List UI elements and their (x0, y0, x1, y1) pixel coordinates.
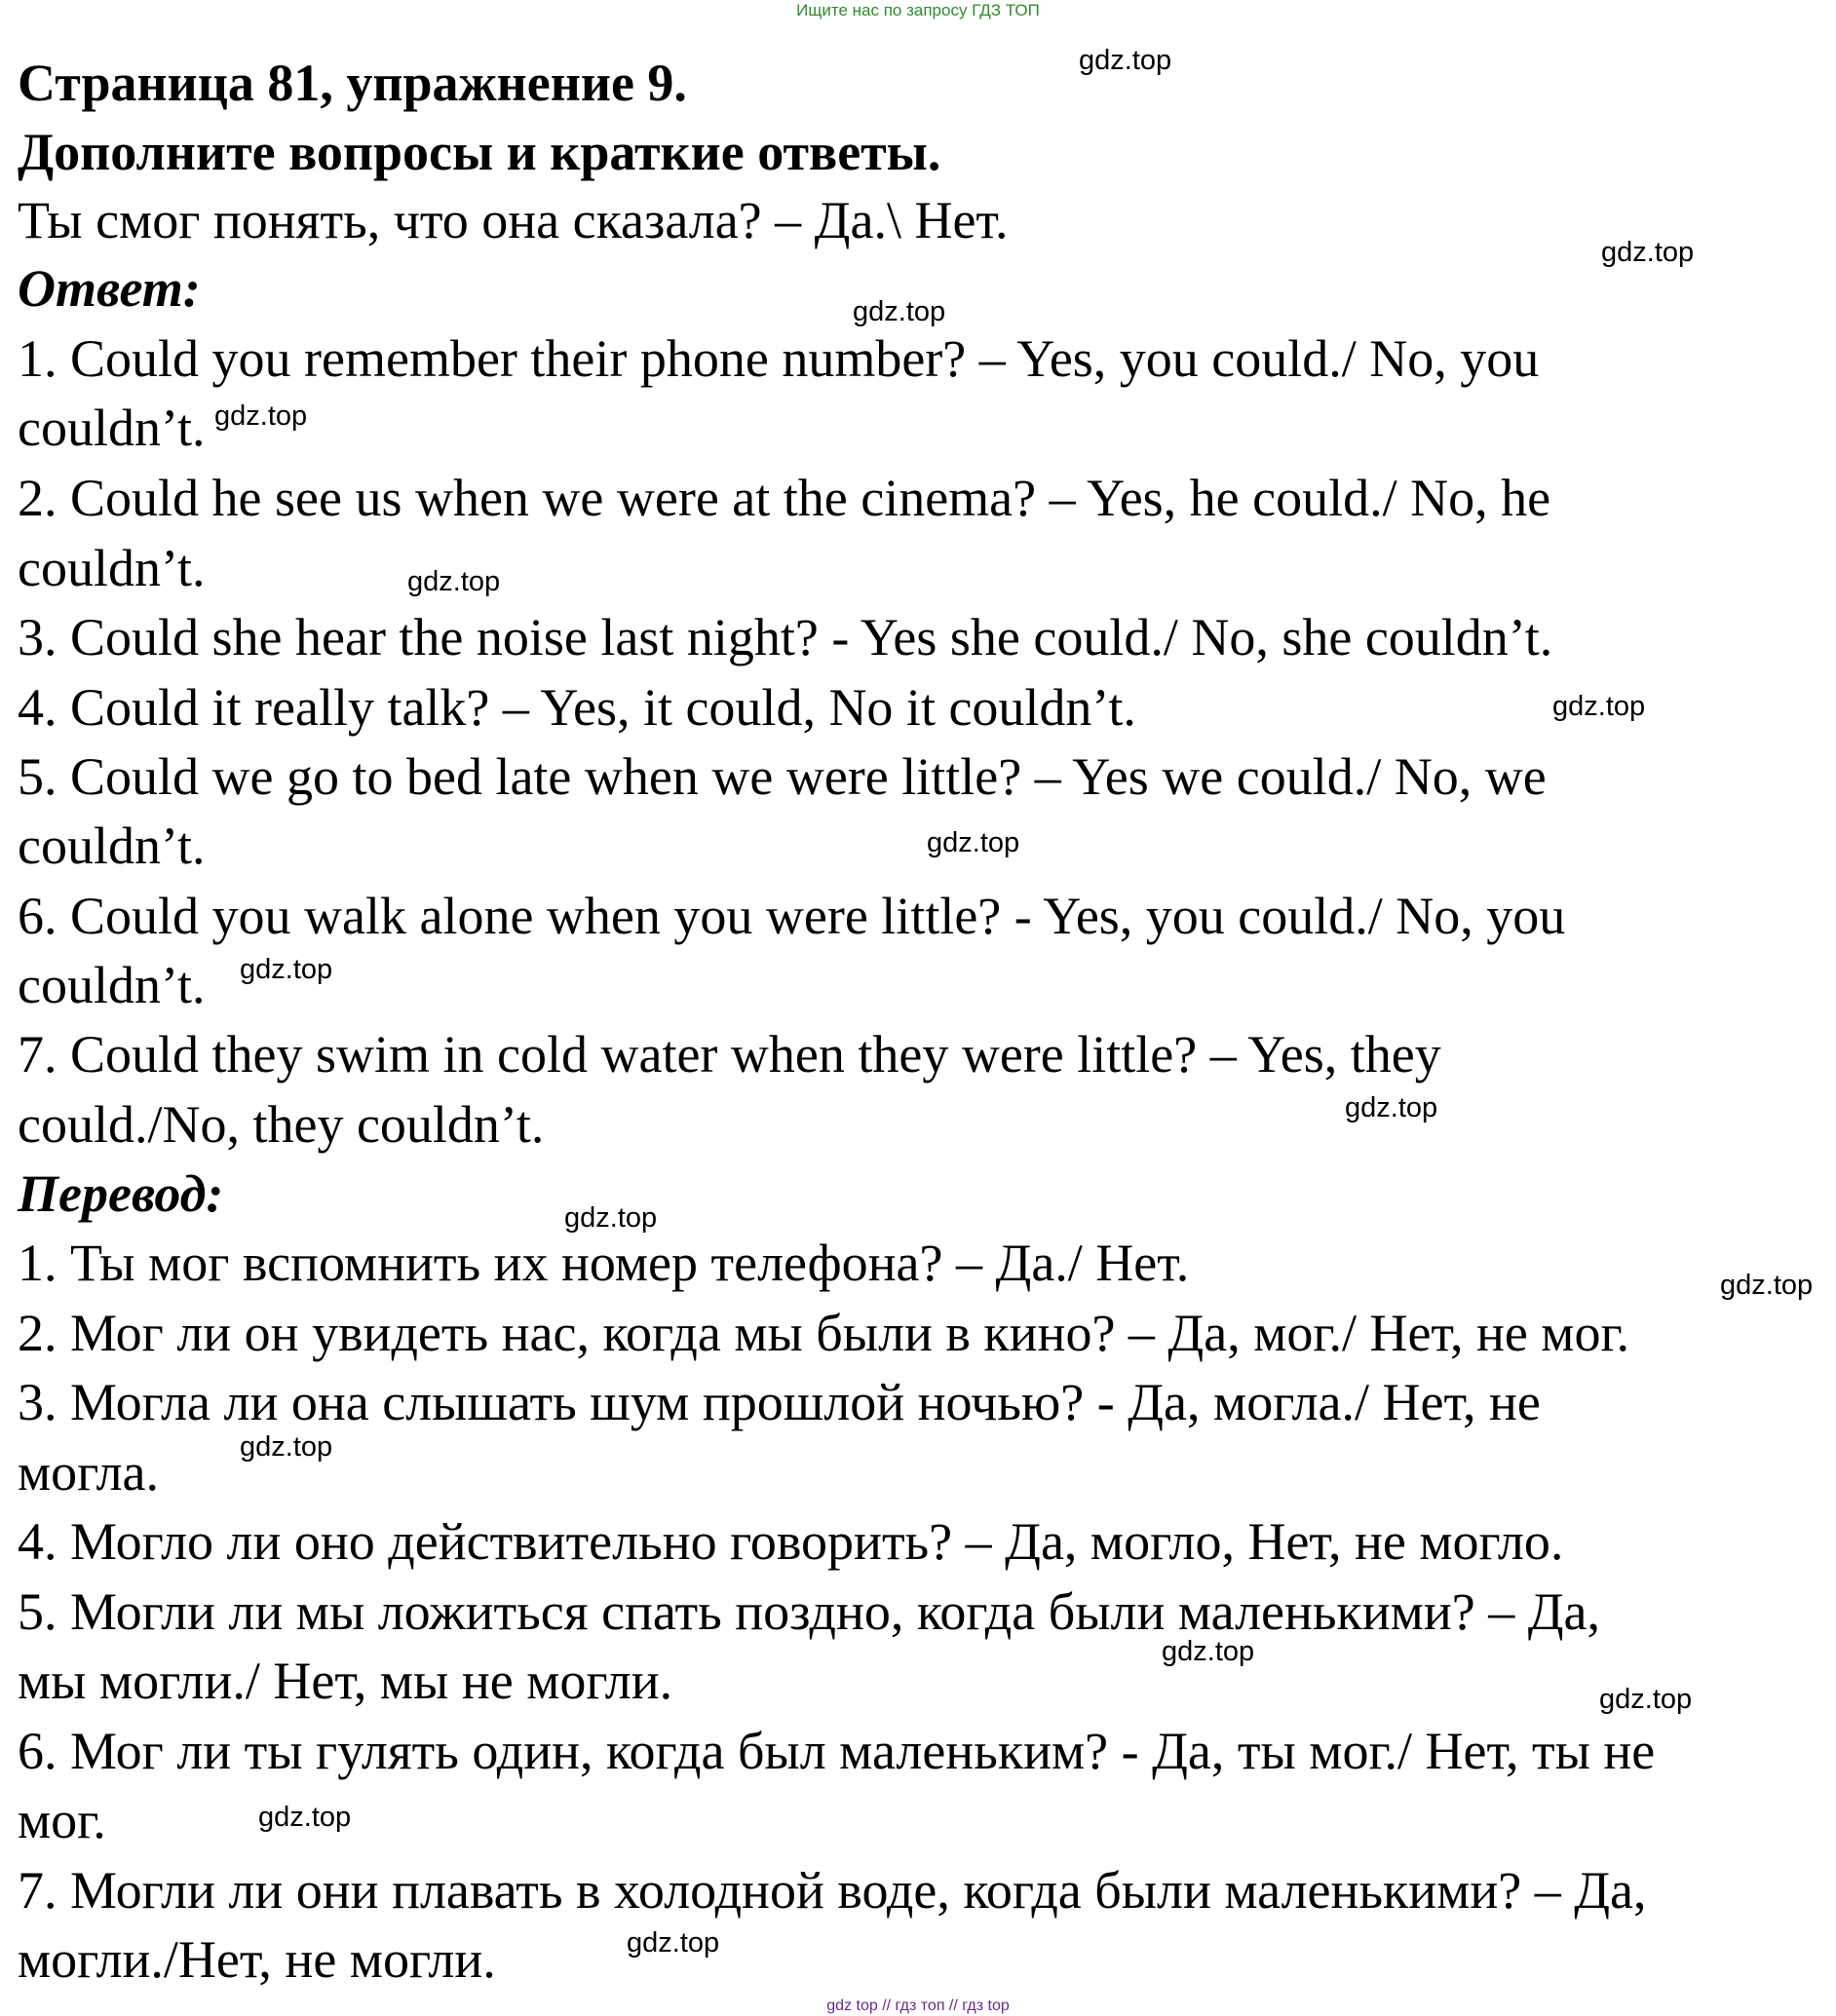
answer-line: 2. Could he see us when we were at the cinema? – Yes, he could./ No, he (18, 469, 1551, 527)
watermark: gdz.top (258, 1802, 352, 1833)
translation-line: мы могли./ Нет, мы не могли. (18, 1652, 673, 1710)
translation-line: 6. Мог ли ты гулять один, когда был маленьким? - Да, ты мог./ Нет, ты не (18, 1722, 1656, 1780)
answer-heading: Ответ: (18, 259, 201, 318)
translation-line: 5. Могли ли мы ложиться спать поздно, когда были маленькими? – Да, (18, 1582, 1601, 1641)
answer-line: 7. Could they swim in cold water when they were little? – Yes, they (18, 1025, 1441, 1084)
answer-line: 4. Could it really talk? – Yes, it could, No it couldn’t. (18, 678, 1136, 737)
footer-text: gdz top // гдз топ // гдз top (826, 1997, 1010, 2014)
task-text: Дополните вопросы и краткие ответы. (18, 123, 941, 181)
watermark: gdz.top (214, 400, 308, 432)
watermark: gdz.top (564, 1202, 658, 1234)
answer-line: could./No, they couldn’t. (18, 1095, 545, 1154)
watermark: gdz.top (627, 1927, 720, 1959)
translation-line: могла. (18, 1443, 159, 1502)
answer-line: 3. Could she hear the noise last night? - Yes she could./ No, she couldn’t. (18, 608, 1553, 666)
translation-line: мог. (18, 1791, 106, 1849)
answer-line: 1. Could you remember their phone number? – Yes, you could./ No, you (18, 329, 1540, 388)
example-text: Ты смог понять, что она сказала? – Да.\ Нет. (18, 191, 1009, 249)
translation-heading: Перевод: (18, 1164, 224, 1223)
watermark: gdz.top (853, 296, 946, 327)
answer-line: 5. Could we go to bed late when we were little? – Yes we could./ No, we (18, 747, 1547, 806)
answer-line: couldn’t. (18, 539, 206, 597)
page-title: Страница 81, упражнение 9. (18, 54, 687, 112)
watermark: gdz.top (1162, 1636, 1255, 1667)
answer-line: couldn’t. (18, 956, 206, 1014)
watermark: gdz.top (407, 566, 501, 597)
translation-line: 1. Ты мог вспомнить их номер телефона? – Да./ Нет. (18, 1234, 1190, 1292)
translation-line: 2. Мог ли он увидеть нас, когда мы были в кино? – Да, мог./ Нет, не мог. (18, 1304, 1630, 1362)
answer-line: couldn’t. (18, 817, 206, 875)
watermark: gdz.top (1601, 237, 1695, 268)
translation-line: 7. Могли ли они плавать в холодной воде, когда были маленькими? – Да, (18, 1861, 1647, 1920)
watermark: gdz.top (240, 954, 333, 985)
top-banner: Ищите нас по запросу ГДЗ ТОП (796, 1, 1040, 19)
translation-line: 4. Могло ли оно действительно говорить? – Да, могло, Нет, не могло. (18, 1512, 1564, 1571)
watermark: gdz.top (1345, 1092, 1438, 1123)
watermark: gdz.top (1079, 45, 1172, 76)
translation-line: могли./Нет, не могли. (18, 1930, 496, 1989)
answer-line: couldn’t. (18, 399, 206, 457)
watermark: gdz.top (1599, 1684, 1693, 1715)
watermark: gdz.top (1720, 1270, 1814, 1301)
translation-line: 3. Могла ли она слышать шум прошлой ночью? - Да, могла./ Нет, не (18, 1373, 1541, 1431)
watermark: gdz.top (1552, 691, 1646, 722)
watermark: gdz.top (240, 1431, 333, 1463)
answer-line: 6. Could you walk alone when you were little? - Yes, you could./ No, you (18, 887, 1566, 945)
watermark: gdz.top (927, 827, 1020, 858)
